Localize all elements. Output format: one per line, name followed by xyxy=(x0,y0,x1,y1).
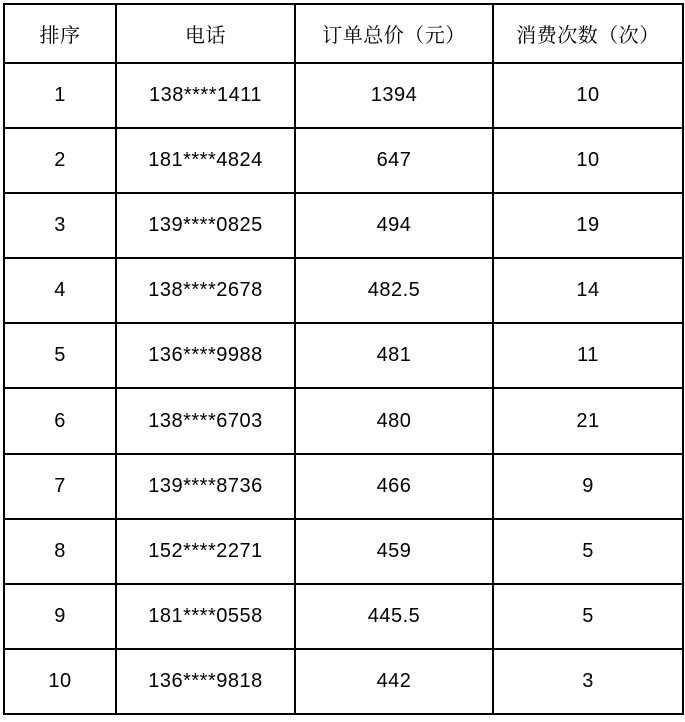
cell-rank: 7 xyxy=(4,454,116,519)
cell-order-total: 466 xyxy=(295,454,493,519)
cell-consumption-count: 10 xyxy=(493,128,683,193)
cell-phone: 139****0825 xyxy=(116,193,295,258)
cell-phone: 136****9818 xyxy=(116,649,295,714)
cell-phone: 152****2271 xyxy=(116,519,295,584)
cell-order-total: 442 xyxy=(295,649,493,714)
cell-consumption-count: 9 xyxy=(493,454,683,519)
cell-phone: 138****2678 xyxy=(116,258,295,323)
cell-consumption-count: 5 xyxy=(493,584,683,649)
cell-rank: 9 xyxy=(4,584,116,649)
cell-order-total: 482.5 xyxy=(295,258,493,323)
cell-rank: 5 xyxy=(4,323,116,388)
table-row xyxy=(4,193,683,258)
cell-order-total: 481 xyxy=(295,323,493,388)
cell-phone: 181****4824 xyxy=(116,128,295,193)
table-row xyxy=(4,388,683,453)
cell-rank: 2 xyxy=(4,128,116,193)
cell-order-total: 445.5 xyxy=(295,584,493,649)
table-row xyxy=(4,454,683,519)
cell-rank: 4 xyxy=(4,258,116,323)
table-row xyxy=(4,323,683,388)
cell-order-total: 494 xyxy=(295,193,493,258)
header-cell-phone: 电话 xyxy=(116,4,295,63)
header-cell-order-total: 订单总价（元） xyxy=(295,4,493,63)
cell-phone: 136****9988 xyxy=(116,323,295,388)
cell-order-total: 459 xyxy=(295,519,493,584)
header-cell-rank: 排序 xyxy=(4,4,116,63)
cell-phone: 138****6703 xyxy=(116,388,295,453)
cell-rank: 1 xyxy=(4,63,116,128)
cell-rank: 6 xyxy=(4,388,116,453)
table-row xyxy=(4,584,683,649)
cell-phone: 139****8736 xyxy=(116,454,295,519)
cell-consumption-count: 11 xyxy=(493,323,683,388)
table-header-row xyxy=(4,4,683,63)
cell-phone: 181****0558 xyxy=(116,584,295,649)
table-row xyxy=(4,128,683,193)
table-row xyxy=(4,649,683,714)
cell-consumption-count: 10 xyxy=(493,63,683,128)
cell-consumption-count: 5 xyxy=(493,519,683,584)
cell-order-total: 647 xyxy=(295,128,493,193)
table-row xyxy=(4,63,683,128)
cell-rank: 10 xyxy=(4,649,116,714)
cell-consumption-count: 21 xyxy=(493,388,683,453)
cell-consumption-count: 3 xyxy=(493,649,683,714)
customer-ranking-table xyxy=(3,3,684,715)
header-cell-consumption-count: 消费次数（次） xyxy=(493,4,683,63)
table-row xyxy=(4,519,683,584)
cell-order-total: 480 xyxy=(295,388,493,453)
table-row xyxy=(4,258,683,323)
cell-rank: 8 xyxy=(4,519,116,584)
cell-rank: 3 xyxy=(4,193,116,258)
cell-consumption-count: 14 xyxy=(493,258,683,323)
cell-consumption-count: 19 xyxy=(493,193,683,258)
cell-phone: 138****1411 xyxy=(116,63,295,128)
cell-order-total: 1394 xyxy=(295,63,493,128)
